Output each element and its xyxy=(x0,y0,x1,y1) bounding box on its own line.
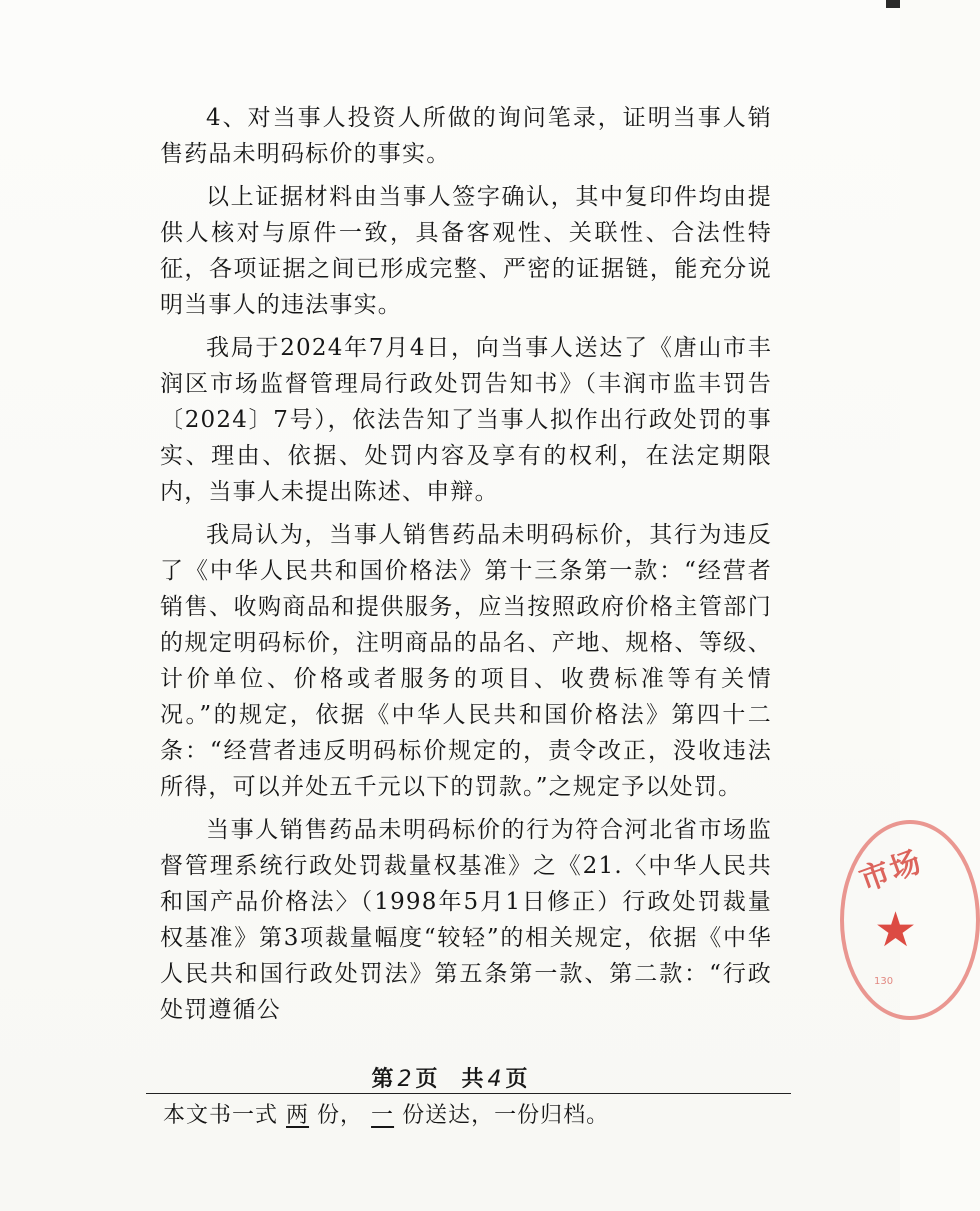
seal-code: 130 xyxy=(874,976,894,987)
document-body xyxy=(160,100,772,1035)
paragraph-evidence-4: 4、对当事人投资人所做的询问笔录，证明当事人销售药品未明码标价的事实。 xyxy=(160,105,772,167)
star-icon: ★ xyxy=(874,902,918,958)
page-number-suffix: 页 xyxy=(505,1066,529,1092)
paragraph-evidence-summary: 以上证据材料由当事人签字确认，其中复印件均由提供人核对与原件一致，具备客观性、关联性、合法性特征，各项证据之间已形成完整、严密的证据链，能充分说明当事人的违法事实。 xyxy=(160,184,772,318)
page-number-middle: 页 共 xyxy=(415,1066,485,1092)
seal-text: 市场 xyxy=(855,843,928,899)
copies-note-part2: 份， xyxy=(317,1103,364,1128)
total-pages: 4 xyxy=(487,1067,503,1092)
copies-note-part3: 份送达，一份归档。 xyxy=(402,1103,610,1128)
paragraph-legal-finding: 我局认为，当事人销售药品未明码标价，其行为违反了《中华人民共和国价格法》第十三条第一款：“经营者销售、收购商品和提供服务，应当按照政府价格主管部门的规定明码标价，注明商品的品名、产地、规格、等级、计价单位、价格或者服务的项目、收费标准等有关情况。”的规定，依据《中华人民共和国价格法》第四十二条：“经营者违反明码标价规定的，责令改正，没收违法所得，可以并处五千元以下的罚款。”之规定予以处罚。 xyxy=(160,522,772,800)
official-seal xyxy=(840,820,980,1020)
footer-divider xyxy=(146,1093,791,1094)
current-page: 2 xyxy=(397,1067,413,1092)
page-number xyxy=(0,1062,900,1093)
copies-count: 两 xyxy=(286,1103,310,1128)
copies-note-prefix: 本文书一式 xyxy=(163,1103,279,1128)
scan-corner-mark xyxy=(886,0,900,8)
page-number-prefix: 第 xyxy=(371,1066,395,1092)
paragraph-notice-delivery: 我局于2024年7月4日，向当事人送达了《唐山市丰润区市场监督管理局行政处罚告知书》（丰润市监丰罚告〔2024〕7号），依法告知了当事人拟作出行政处罚的事实、理由、依据、处罚内容及享有的权利，在法定期限内，当事人未提出陈述、申辩。 xyxy=(160,335,772,505)
delivered-count: 一 xyxy=(371,1103,395,1128)
paragraph-discretion-standard: 当事人销售药品未明码标价的行为符合河北省市场监督管理系统行政处罚裁量权基准》之《21.〈中华人民共和国产品价格法〉（1998年5月1日修正）行政处罚裁量权基准》第3项裁量幅度“较轻”的相关规定，依据《中华人民共和国行政处罚法》第五条第一款、第二款：“行政处罚遵循公 xyxy=(160,817,772,1023)
copies-note xyxy=(163,1098,609,1129)
